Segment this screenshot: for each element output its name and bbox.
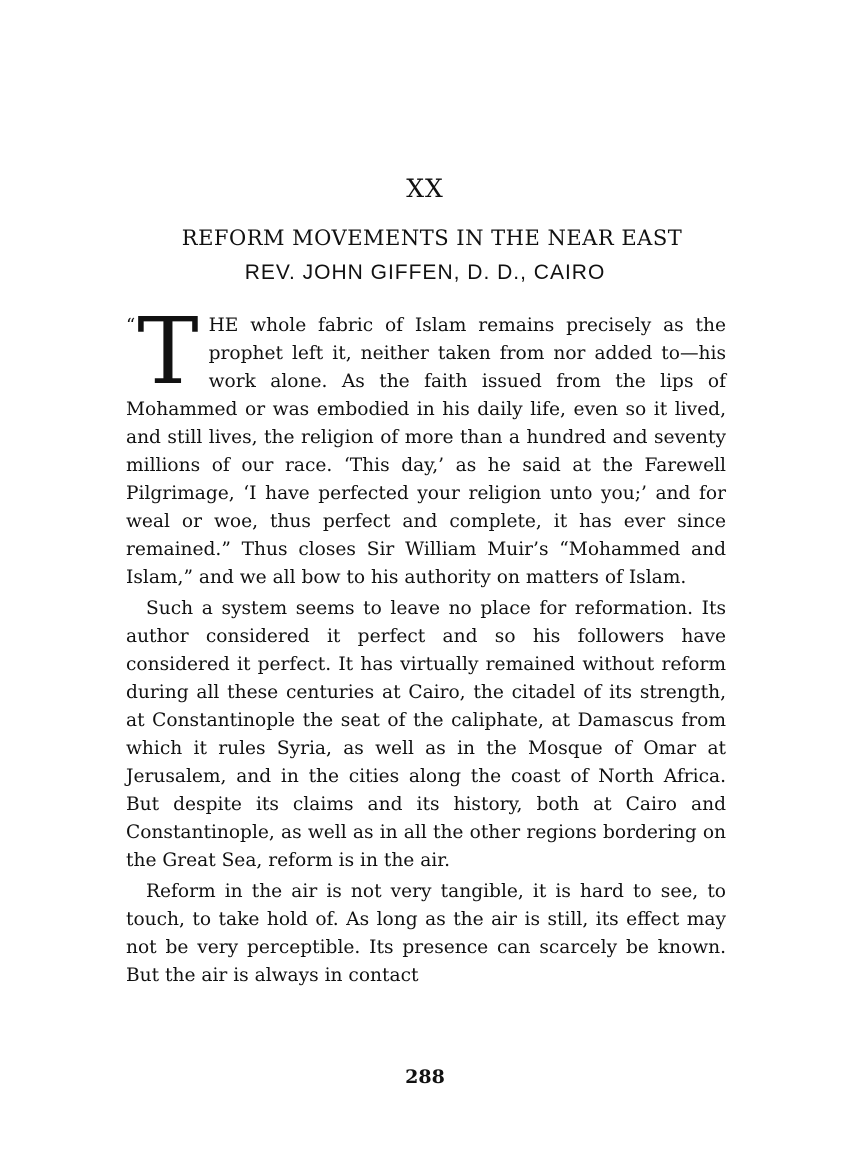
paragraph-2: Such a system seems to leave no place for reformation. Its author considered it perfect and so his followers have considered it perfect. It has virtually remained without reform during all these centuries at Cairo, the citadel of its strength, at Constantinople the seat of the caliphate, at Damascus from which it rules Syria, as well as in the Mosque of Omar at Jerusalem, and in the cities along the coast of North Africa. But despite its claims and its history, both at Cairo and Constantinople, as well as in all the other regions bordering on the Great Sea, reform is in the air. — [126, 598, 726, 871]
page-number: 288 — [405, 1066, 445, 1088]
paragraph-1-text: whole fabric of Islam remains precisely as the prophet left it, neither taken from nor added to—his work alone. As the faith issued from the lips of Mohammed or was embodied in his daily life, even so it lived, and still lives, the religion of more than a hundred and seventy millions of our race. ‘This day,’ as he said at the Farewell Pilgrimage, ‘I have perfected your religion unto you;’ and for weal or woe, thus perfect and complete, it has ever since remained.” Thus closes Sir William Muir’s “Mohammed and Islam,” and we all bow to his authority on matters of Islam. — [126, 315, 726, 588]
drop-cap-lead-in: HE — [208, 315, 239, 336]
chapter-author: REV. JOHN GIFFEN, D. D., CAIRO — [244, 261, 606, 284]
paragraph-3: Reform in the air is not very tangible, it is hard to see, to touch, to take hold of. As long as the air is still, its effect may not be very perceptible. Its presence can scarcely be known. But the air is always in contact — [126, 881, 726, 986]
chapter-number: XX — [406, 174, 444, 203]
opening-quote-mark: “ — [126, 315, 136, 336]
paragraph-1 — [126, 298, 726, 592]
body-text — [126, 298, 726, 993]
drop-cap: T — [137, 298, 199, 405]
chapter-title: REFORM MOVEMENTS IN THE NEAR EAST — [181, 226, 683, 250]
